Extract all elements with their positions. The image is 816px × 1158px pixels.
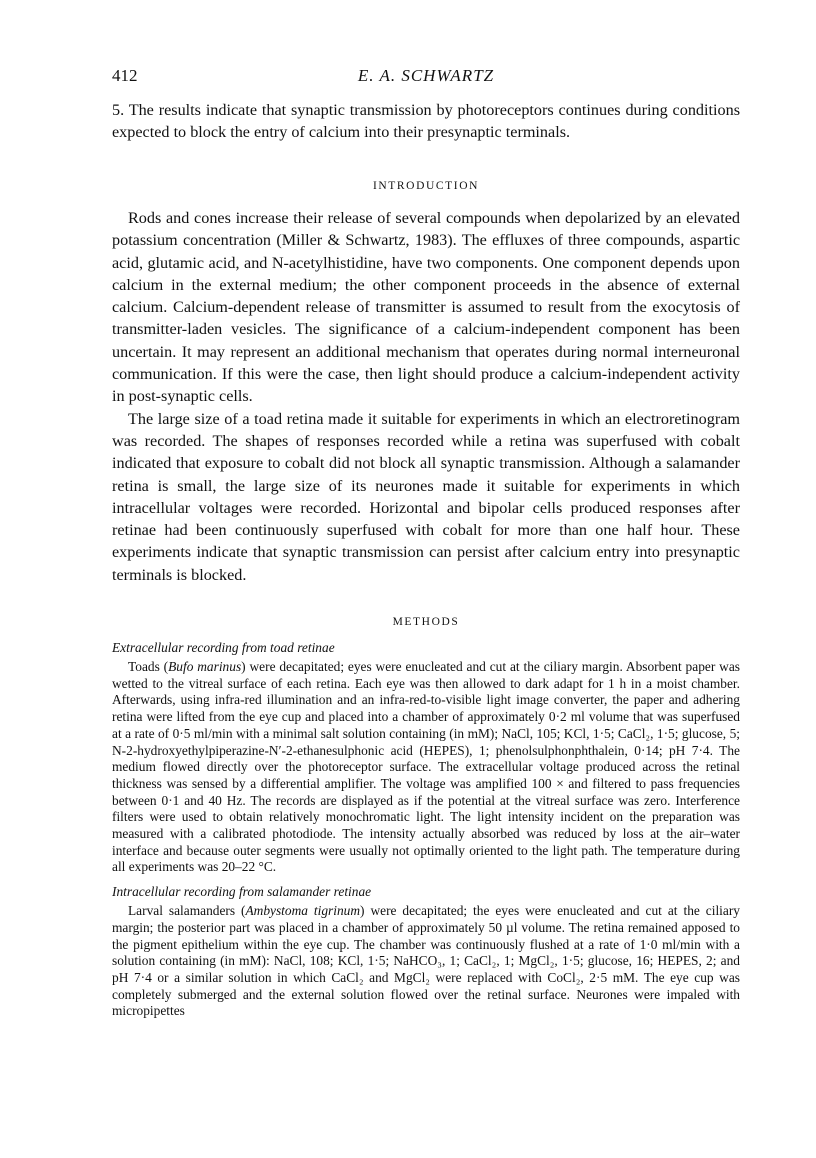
- species-name-salamander: Ambystoma tigrinum: [245, 903, 361, 919]
- page-number: 412: [112, 66, 138, 85]
- introduction-section: [112, 180, 740, 192]
- page-header: [112, 66, 740, 90]
- subheading-extracellular: Extracellular recording from toad retinae: [112, 640, 335, 655]
- methods-body: [112, 640, 740, 1020]
- methods-heading: METHODS: [392, 616, 460, 628]
- introduction-body: [112, 207, 740, 586]
- summary-item-5: 5. The results indicate that synaptic transmission by photoreceptors continues during conditions expected to block the entry of calcium into their presynaptic terminals.: [112, 101, 740, 142]
- methods-section: [112, 616, 740, 628]
- methods-paragraph-1: Toads (Bufo marinus) were decapitated; eyes were enucleated and cut at the ciliary margin. Absorbent paper was wetted to the vitreal surface of each retina. Each eye was then allowed to dark adapt for 1 h in a moist chamber. Afterwards, using infra-red illumination and an infra-red-to-visible light image converter, the paper and adhering retina were lifted from the eye cup and placed into a chamber of approximately 0·2 ml volume that was superfused at a rate of 0·5 ml/min with a minimal salt solution containing (in mM); NaCl, 105; KCl, 1·5; CaCl₂, 1·5; glucose, 5; N-2-hydroxyethylpiperazine-N′-2-ethanesulphonic acid (HEPES), 1; phenolsulphonphthalein, 0·14; pH 7·4. The medium flowed directly over the photoreceptor surface. The extracellular voltage produced across the retinal thickness was sensed by a differential amplifier. The voltage was amplified 100 × and filtered to pass frequencies between 0·1 and 40 Hz. The records are displayed as if the potential at the vitreal surface was zero. Interference filters were used to obtain relatively monochromatic light. The light intensity incident on the preparation was measured with a calibrated photodiode. The intensity actually absorbed was reduced by loss at the air–water interface and because outer segments were usually not optimally oriented to the light path. The temperature during all experiments was 20–22 °C.: [112, 659, 740, 875]
- methods-paragraph-2: Larval salamanders (Ambystoma tigrinum) were decapitated; the eyes were enucleated and cut at the ciliary margin; the posterior part was placed in a chamber of approximately 50 µl volume. The retina remained apposed to the pigment epithelium within the eye cup. The chamber was continuously flushed at a rate of 1·0 ml/min with a solution containing (in mM): NaCl, 108; KCl, 1·5; NaHCO₃, 1; CaCl₂, 1; MgCl₂, 1·5; glucose, 16; HEPES, 2; and pH 7·4 or a similar solution in which CaCl₂ and MgCl₂ were replaced with CoCl₂, 2·5 mM. The eye cup was completely submerged and the external solution flowed over the retinal surface. Neurones were impaled with micropipettes: [112, 903, 740, 1019]
- summary-continuation: [112, 99, 740, 144]
- introduction-paragraph-1: Rods and cones increase their release of several compounds when depolarized by an elevated potassium concentration (Miller & Schwartz, 1983). The effluxes of three compounds, aspartic acid, glutamic acid, and N-acetylhistidine, have two components. One component depends upon calcium in the external medium; the other component proceeds in the absence of external calcium. Calcium-dependent release of transmitter is assumed to result from the exocytosis of transmitter-laden vesicles. The significance of a calcium-independent component has been uncertain. It may represent an additional mechanism that operates during normal interneuronal communication. If this were the case, then light should produce a calcium-independent activity in post-synaptic cells.: [112, 209, 740, 406]
- introduction-paragraph-2: The large size of a toad retina made it suitable for experiments in which an electroretinogram was recorded. The shapes of responses recorded while a retina was superfused with cobalt indicated that exposure to cobalt did not block all synaptic transmission. Although a salamander retina is small, the large size of its neurones made it suitable for experiments in which intracellular voltages were recorded. Horizontal and bipolar cells produced responses after retinae had been continuously superfused with cobalt for more than one half hour. These experiments indicate that synaptic transmission can persist after calcium entry into presynaptic terminals is blocked.: [112, 409, 740, 584]
- introduction-heading: INTRODUCTION: [372, 180, 480, 192]
- subheading-intracellular: Intracellular recording from salamander retinae: [112, 884, 372, 900]
- running-head: E. A. SCHWARTZ: [357, 66, 495, 85]
- species-name-toad: Bufo marinus: [168, 659, 242, 674]
